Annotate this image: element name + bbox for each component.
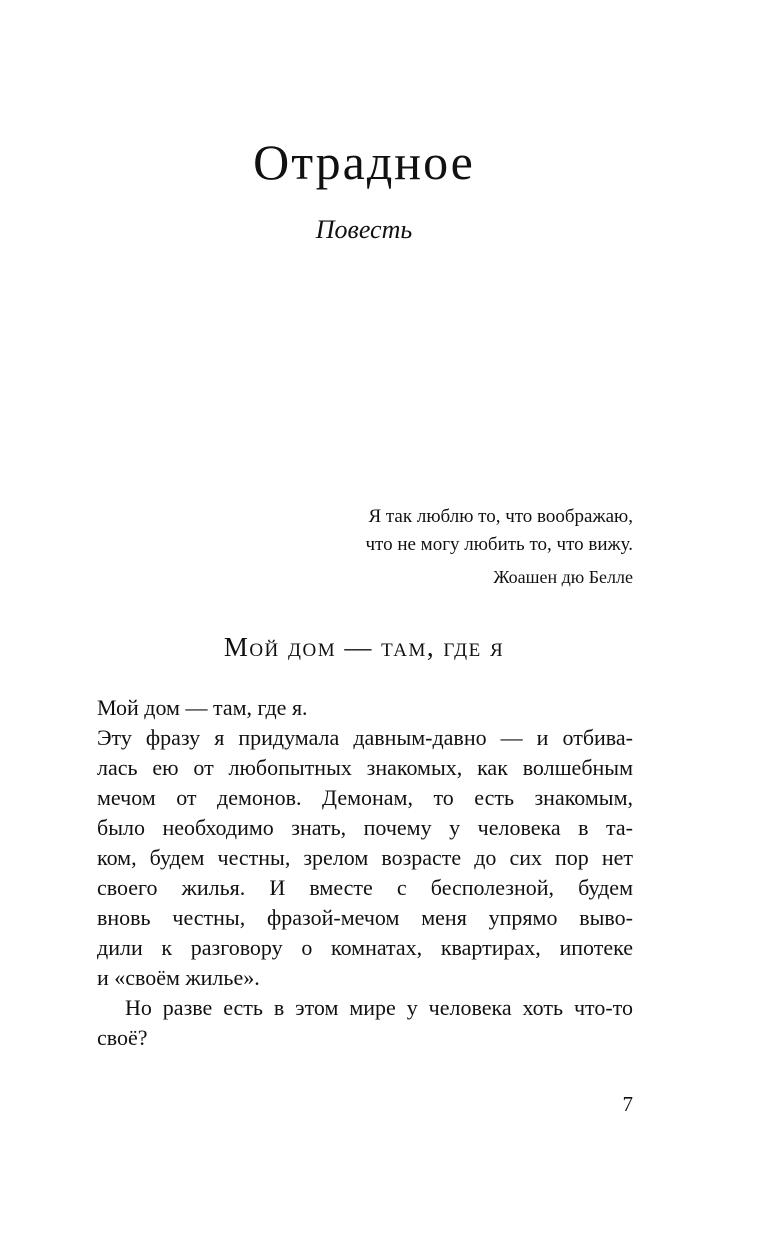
body-line: своего жилья. И вместе с бесполезной, будем [97,875,633,900]
chapter-title: Мой дом — там, где я [223,632,505,662]
body-text [97,693,633,1053]
body-line: Но разве есть в этом мире у человека хоть что-то [125,995,633,1020]
book-title: Отрадное [253,134,475,190]
body-line: Эту фразу я придумала давным-давно — и отбива- [97,725,633,750]
body-line: дили к разговору о комнатах, квартирах, ипотеке [97,935,633,960]
body-line: и «своём жилье». [97,965,260,990]
body-line: своё? [97,1025,148,1050]
epigraph-line: что не могу любить то, что вижу. [365,534,633,555]
body-line: ком, будем честны, зрелом возрасте до сих пор нет [97,845,633,870]
epigraph-author: Жоашен дю Белле [493,567,633,587]
book-subtitle: Повесть [315,215,413,244]
body-line: лась ею от любопытных знакомых, как волшебным [97,755,633,780]
body-line: мечом от демонов. Демонам, то есть знакомым, [97,785,633,810]
epigraph [260,503,633,591]
body-line: Мой дом — там, где я. [97,695,308,720]
epigraph-line: Я так люблю то, что воображаю, [368,506,633,527]
body-line: вновь честны, фразой-мечом меня упрямо выво- [97,905,633,930]
body-line: было необходимо знать, почему у человека в та- [97,815,633,840]
page-number: 7 [622,1092,633,1116]
